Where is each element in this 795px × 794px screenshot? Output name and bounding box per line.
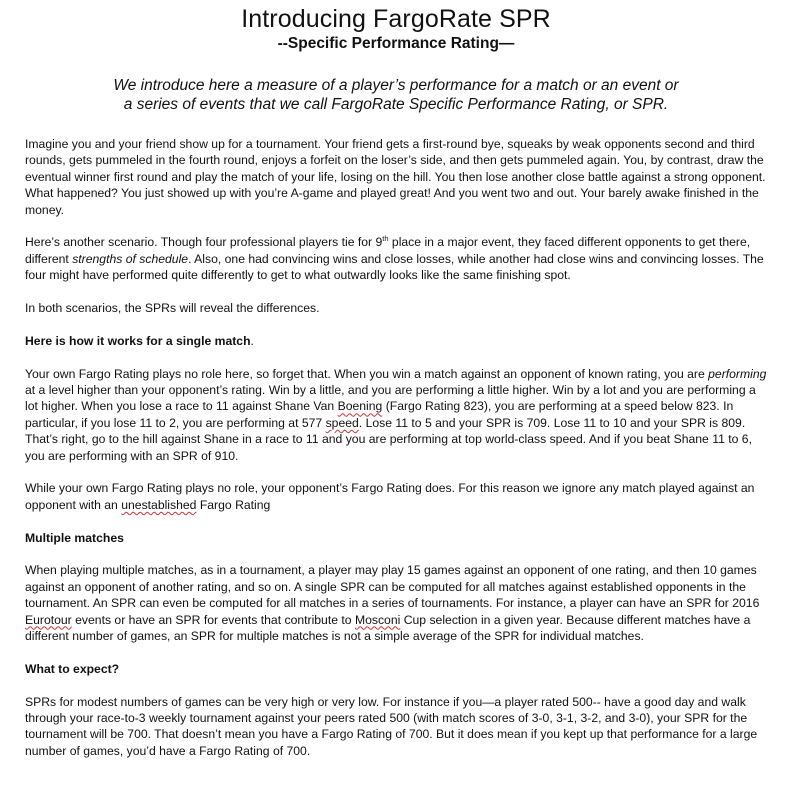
intro-line-1: We introduce here a measure of a player’s performance for a match or an event or <box>113 77 679 94</box>
emphasis-performing: performing <box>708 366 767 381</box>
spellcheck-word: Mosconi <box>354 612 401 627</box>
paragraph-tournament-scenario: Imagine you and your friend show up for a tournament. Your friend gets a first-round bye, squeaks by weak opponents second and third rounds, gets pummeled in the fourth round, enjoys a forfeit on the loser’s side, and then gets pummeled again. You, by contrast, draw the eventual winner first round and play the match of your life, losing on the hill. You then lose another close battle against a strong opponent. What happened? You just showed up with you’re A-game and played great! And you went two and out. Your barely awake finished in the money. <box>25 137 766 217</box>
spellcheck-word: Eurotour <box>25 612 72 627</box>
spellcheck-word: unestablished <box>121 497 197 512</box>
paragraph-professional-scenario: Here’s another scenario. Though four professional players tie for 9th place in a major event, they faced different opponents to get there, different strengths of schedule. Also, one had convincing wins and close losses, while another had close wins and convincing losses. The four might have performed quite differently to get to what outwardly looks like the same finishing spot. <box>25 234 764 283</box>
paragraph-what-to-expect: SPRs for modest numbers of games can be very high or very low. For instance if you—a player rated 500-- have a good day and walk through your race-to-3 weekly tournament against your peers rated 500 (with match scores of 3-0, 3-1, 3-2, and 3-0), your SPR for the tournament will be 700. That doesn’t mean you have a Fargo Rating of 700. But it does mean if you kept up that performance for a large number of games, you’d have a Fargo Rating of 700. <box>25 694 758 758</box>
heading-what-to-expect: What to expect? <box>25 661 120 676</box>
paragraph-opponent-rating: While your own Fargo Rating plays no role, your opponent’s Fargo Rating does. For this reason we ignore any match played against an opponent with an unestablished Fargo Rating <box>25 481 755 512</box>
document-subtitle: --Specific Performance Rating— <box>277 35 515 52</box>
paragraph-multiple-matches: When playing multiple matches, as in a tournament, a player may play 15 games against an opponent of one rating, and then 10 games against an opponent of another rating, and so on. A single SPR can be computed for all matches against established opponents in the tournament. An SPR can even be computed for all matches in a series of tournaments. For instance, a player can have an SPR for 2016 Eurotour events or have an SPR for events that contribute to Mosconi Cup selection in a given year. Because different matches have a different number of games, an SPR for multiple matches is not a simple average of the SPR for individual matches. <box>25 563 760 644</box>
spellcheck-word: speed <box>325 415 359 430</box>
heading-multiple-matches: Multiple matches <box>25 530 124 545</box>
intro-line-2: a series of events that we call FargoRate Specific Performance Rating, or SPR. <box>123 96 669 113</box>
paragraph-both-scenarios: In both scenarios, the SPRs will reveal the differences. <box>25 301 320 316</box>
intro-statement <box>25 76 767 114</box>
heading-single-match: Here is how it works for a single match. <box>25 333 254 348</box>
emphasis-strengths-of-schedule: strengths of schedule <box>72 251 189 266</box>
paragraph-single-match: Your own Fargo Rating plays no role here, so forget that. When you win a match against an opponent of known rating, you are performing at a level higher than your opponent’s rating. Win by a little, and you are performing a little higher. Win by a lot and you are performing a lot higher. When you lose a race to 11 against Shane Van Boening (Fargo Rating 823), you are performing at a speed below 823. In particular, if you lose 11 to 2, you are performing at 577 speed. Lose 11 to 5 and your SPR is 709. Lose 11 to 10 and your SPR is 809. That’s right, go to the hill against Shane in a race to 11 and you are performing at top world-class speed. And if you beat Shane 11 to 6, you are performing with an SPR of 910. <box>25 366 767 463</box>
document-title: Introducing FargoRate SPR <box>241 5 551 33</box>
spellcheck-word: Boening <box>337 399 383 414</box>
